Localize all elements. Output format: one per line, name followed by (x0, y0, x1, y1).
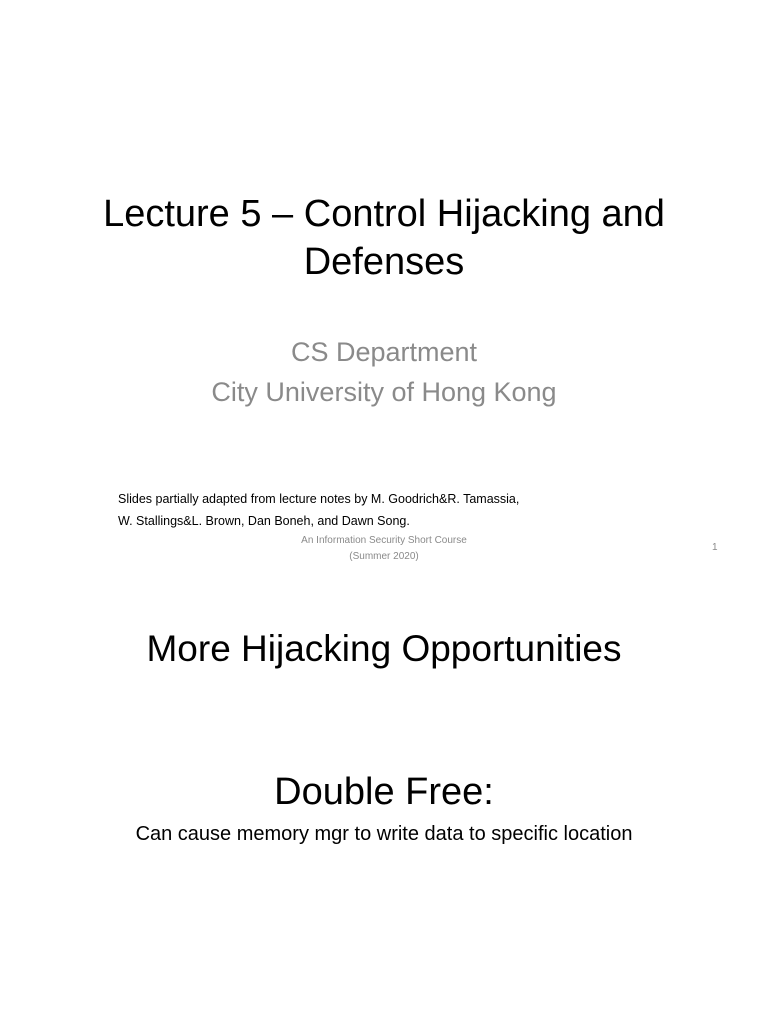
university-subtitle: City University of Hong Kong (211, 377, 557, 407)
term-footer: (Summer 2020) (349, 551, 419, 562)
slide-2 (0, 580, 768, 1024)
credits-line-2: W. Stallings&L. Brown, Dan Boneh, and Dawn Song. (118, 514, 410, 528)
slide-title-line-1: Lecture 5 – Control Hijacking and (103, 193, 665, 235)
course-footer: An Information Security Short Course (301, 535, 467, 546)
credits-line-1: Slides partially adapted from lecture notes by M. Goodrich&R. Tamassia, (118, 492, 520, 506)
section-body: Can cause memory mgr to write data to specific location (135, 823, 633, 845)
slide-title (0, 190, 768, 286)
slide-title-line-2: Defenses (303, 241, 465, 283)
slide-title: More Hijacking Opportunities (146, 628, 622, 669)
section-heading: Double Free: (274, 771, 494, 813)
slide-number: 1 (712, 542, 718, 553)
department-subtitle: CS Department (290, 337, 478, 367)
